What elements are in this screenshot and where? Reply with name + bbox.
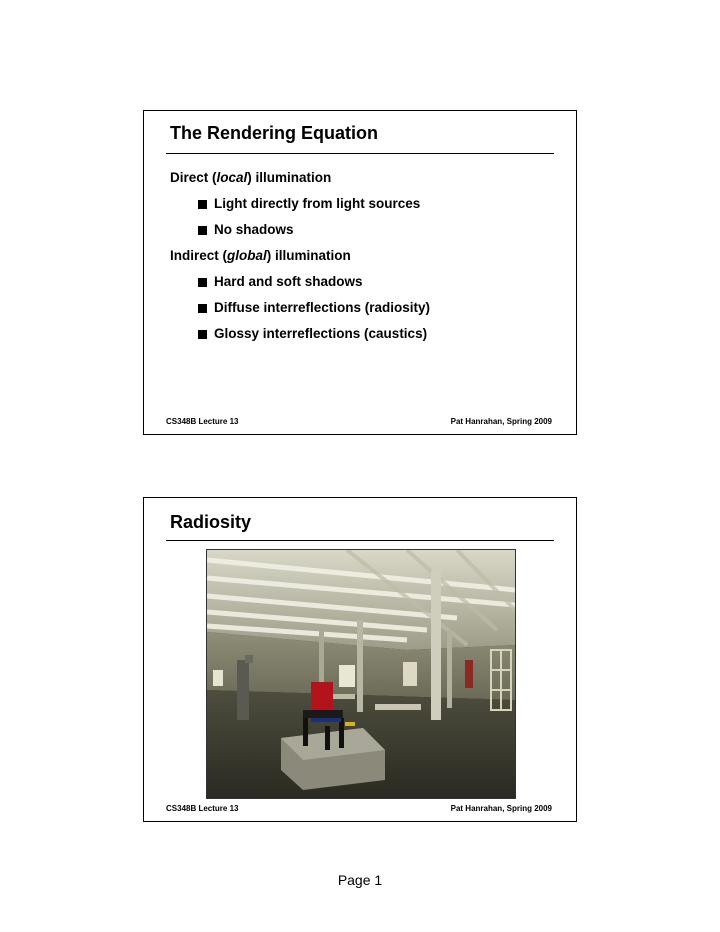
square-bullet-icon bbox=[198, 278, 207, 287]
slide-radiosity bbox=[143, 497, 577, 822]
bullet-item: Hard and soft shadows bbox=[170, 273, 566, 299]
bullet-item: Diffuse interreflections (radiosity) bbox=[170, 299, 566, 325]
page-number: Page 1 bbox=[337, 872, 383, 888]
slide-title: The Rendering Equation bbox=[170, 123, 379, 143]
title-divider bbox=[166, 153, 554, 154]
outline-heading-indirect: Indirect (global) illumination bbox=[170, 248, 351, 263]
footer-author: Pat Hanrahan, Spring 2009 bbox=[450, 417, 552, 426]
bullet-outline bbox=[170, 169, 566, 351]
footer-author: Pat Hanrahan, Spring 2009 bbox=[450, 804, 552, 813]
bullet-item: Light directly from light sources bbox=[170, 195, 566, 221]
radiosity-gallery-render-image bbox=[206, 549, 516, 799]
footer-course: CS348B Lecture 13 bbox=[166, 417, 239, 426]
square-bullet-icon bbox=[198, 304, 207, 313]
bullet-item: Glossy interreflections (caustics) bbox=[170, 325, 566, 351]
square-bullet-icon bbox=[198, 330, 207, 339]
square-bullet-icon bbox=[198, 200, 207, 209]
square-bullet-icon bbox=[198, 226, 207, 235]
outline-heading-direct: Direct (local) illumination bbox=[170, 170, 332, 185]
slide-title: Radiosity bbox=[170, 512, 252, 532]
emphasis-local: local bbox=[216, 170, 248, 185]
bullet-item: No shadows bbox=[170, 221, 566, 247]
title-divider bbox=[166, 540, 554, 541]
footer-course: CS348B Lecture 13 bbox=[166, 804, 239, 813]
emphasis-global: global bbox=[227, 248, 267, 263]
slide-rendering-equation bbox=[143, 110, 577, 435]
